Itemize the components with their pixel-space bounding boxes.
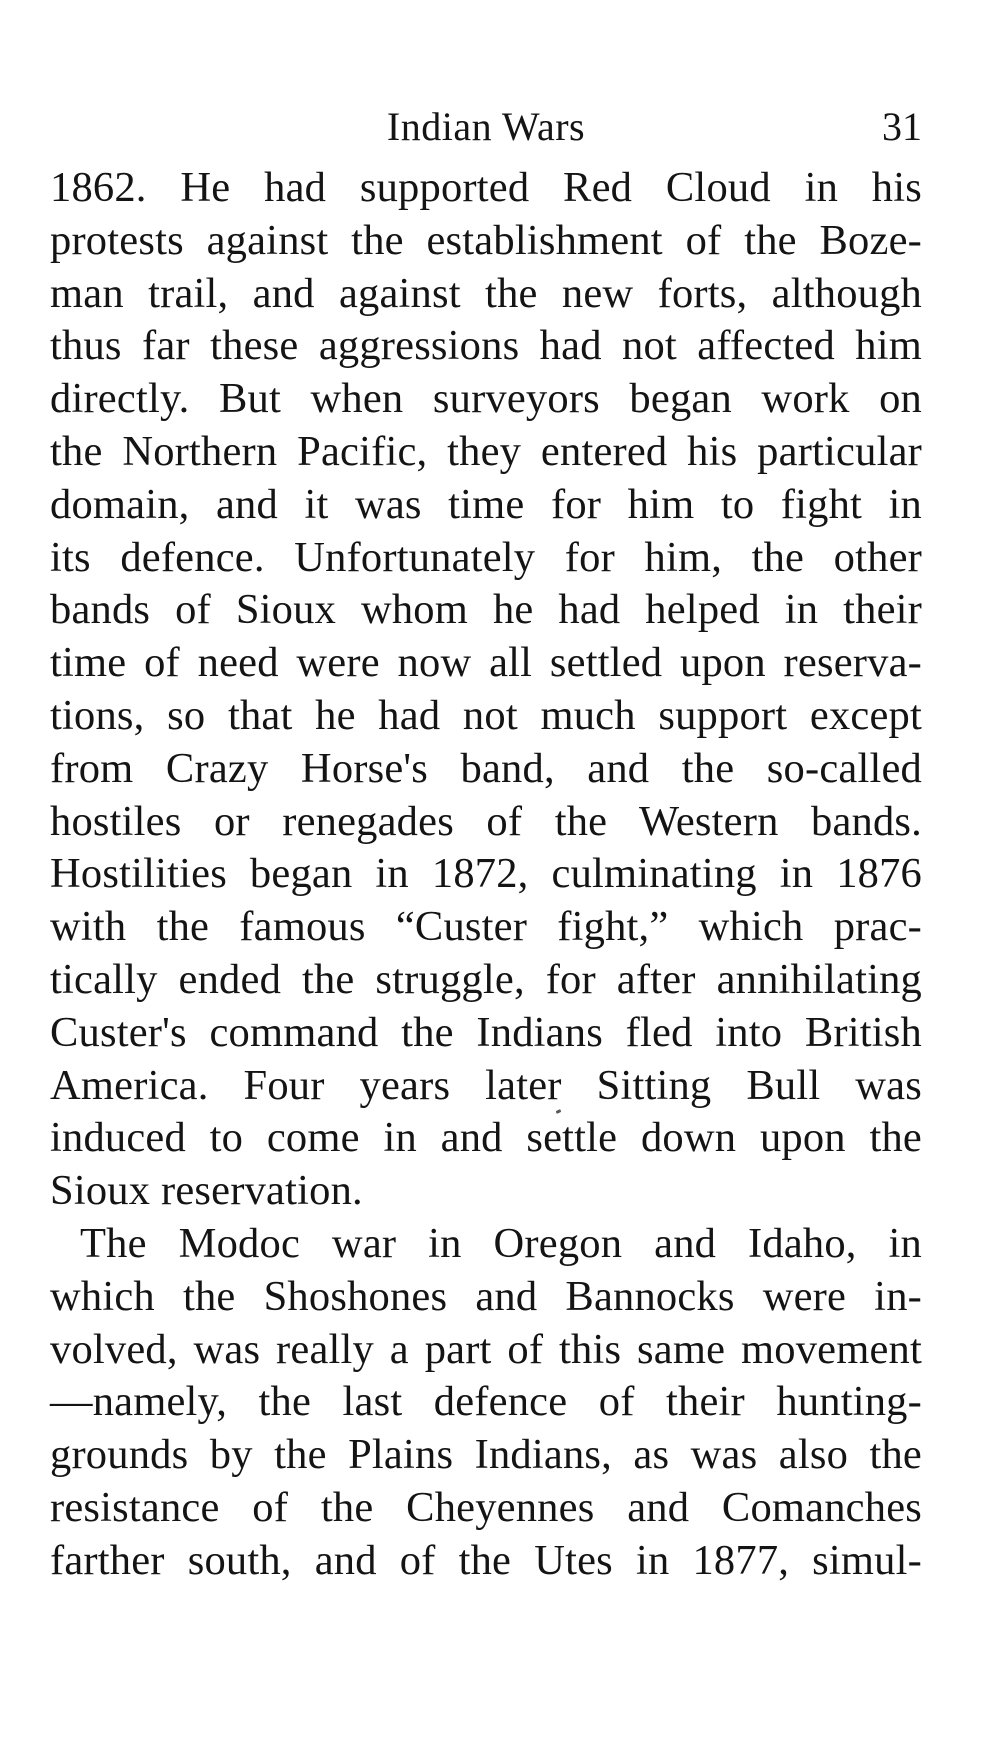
text-line: volved, was really a part of this same movement	[50, 1325, 922, 1373]
text-line: resistance of the Cheyennes and Comanches	[50, 1483, 922, 1531]
running-title: Indian Wars	[386, 104, 586, 149]
text-line: its defence. Unfortunately for him, the other	[50, 533, 922, 581]
text-line: domain, and it was time for him to fight in	[50, 480, 922, 528]
text-line: farther south, and of the Utes in 1877, simul-	[50, 1536, 922, 1584]
text-line: bands of Sioux whom he had helped in their	[50, 586, 922, 634]
text-line: Custer's command the Indians fled into British	[50, 1008, 922, 1056]
text-line: thus far these aggressions had not affected him	[50, 322, 922, 370]
text-line: induced to come in and settle down upon the	[50, 1114, 922, 1162]
body-text	[50, 162, 922, 1588]
text-line: the Northern Pacific, they entered his particular	[50, 427, 922, 475]
text-line: time of need were now all settled upon reserva-	[50, 639, 922, 687]
text-line: grounds by the Plains Indians, as was also the	[50, 1431, 922, 1479]
text-line: man trail, and against the new forts, although	[50, 269, 922, 317]
paragraph-end-line: Sioux reservation.	[50, 1167, 363, 1215]
text-line: —namely, the last defence of their hunting-	[50, 1378, 922, 1426]
text-line: 1862. He had supported Red Cloud in his	[50, 164, 922, 211]
paragraph-start-line: The Modoc war in Oregon and Idaho, in	[80, 1219, 922, 1267]
text-line: protests against the establishment of the Boze-	[50, 216, 922, 264]
text-line: directly. But when surveyors began work on	[50, 375, 922, 423]
text-line: which the Shoshones and Bannocks were in-	[50, 1272, 922, 1320]
page-number: 31	[882, 104, 922, 149]
text-line: with the famous “Custer fight,” which prac-	[50, 903, 922, 951]
text-line: America. Four years later Sitting Bull was	[50, 1061, 922, 1109]
text-line: from Crazy Horse's band, and the so-called	[50, 744, 922, 792]
text-line: Hostilities began in 1872, culminating in 1876	[50, 850, 922, 898]
text-line: tions, so that he had not much support except	[50, 691, 922, 739]
running-head	[50, 102, 922, 152]
text-line: hostiles or renegades of the Western bands.	[50, 797, 922, 845]
text-line: tically ended the struggle, for after annihilating	[50, 955, 922, 1003]
